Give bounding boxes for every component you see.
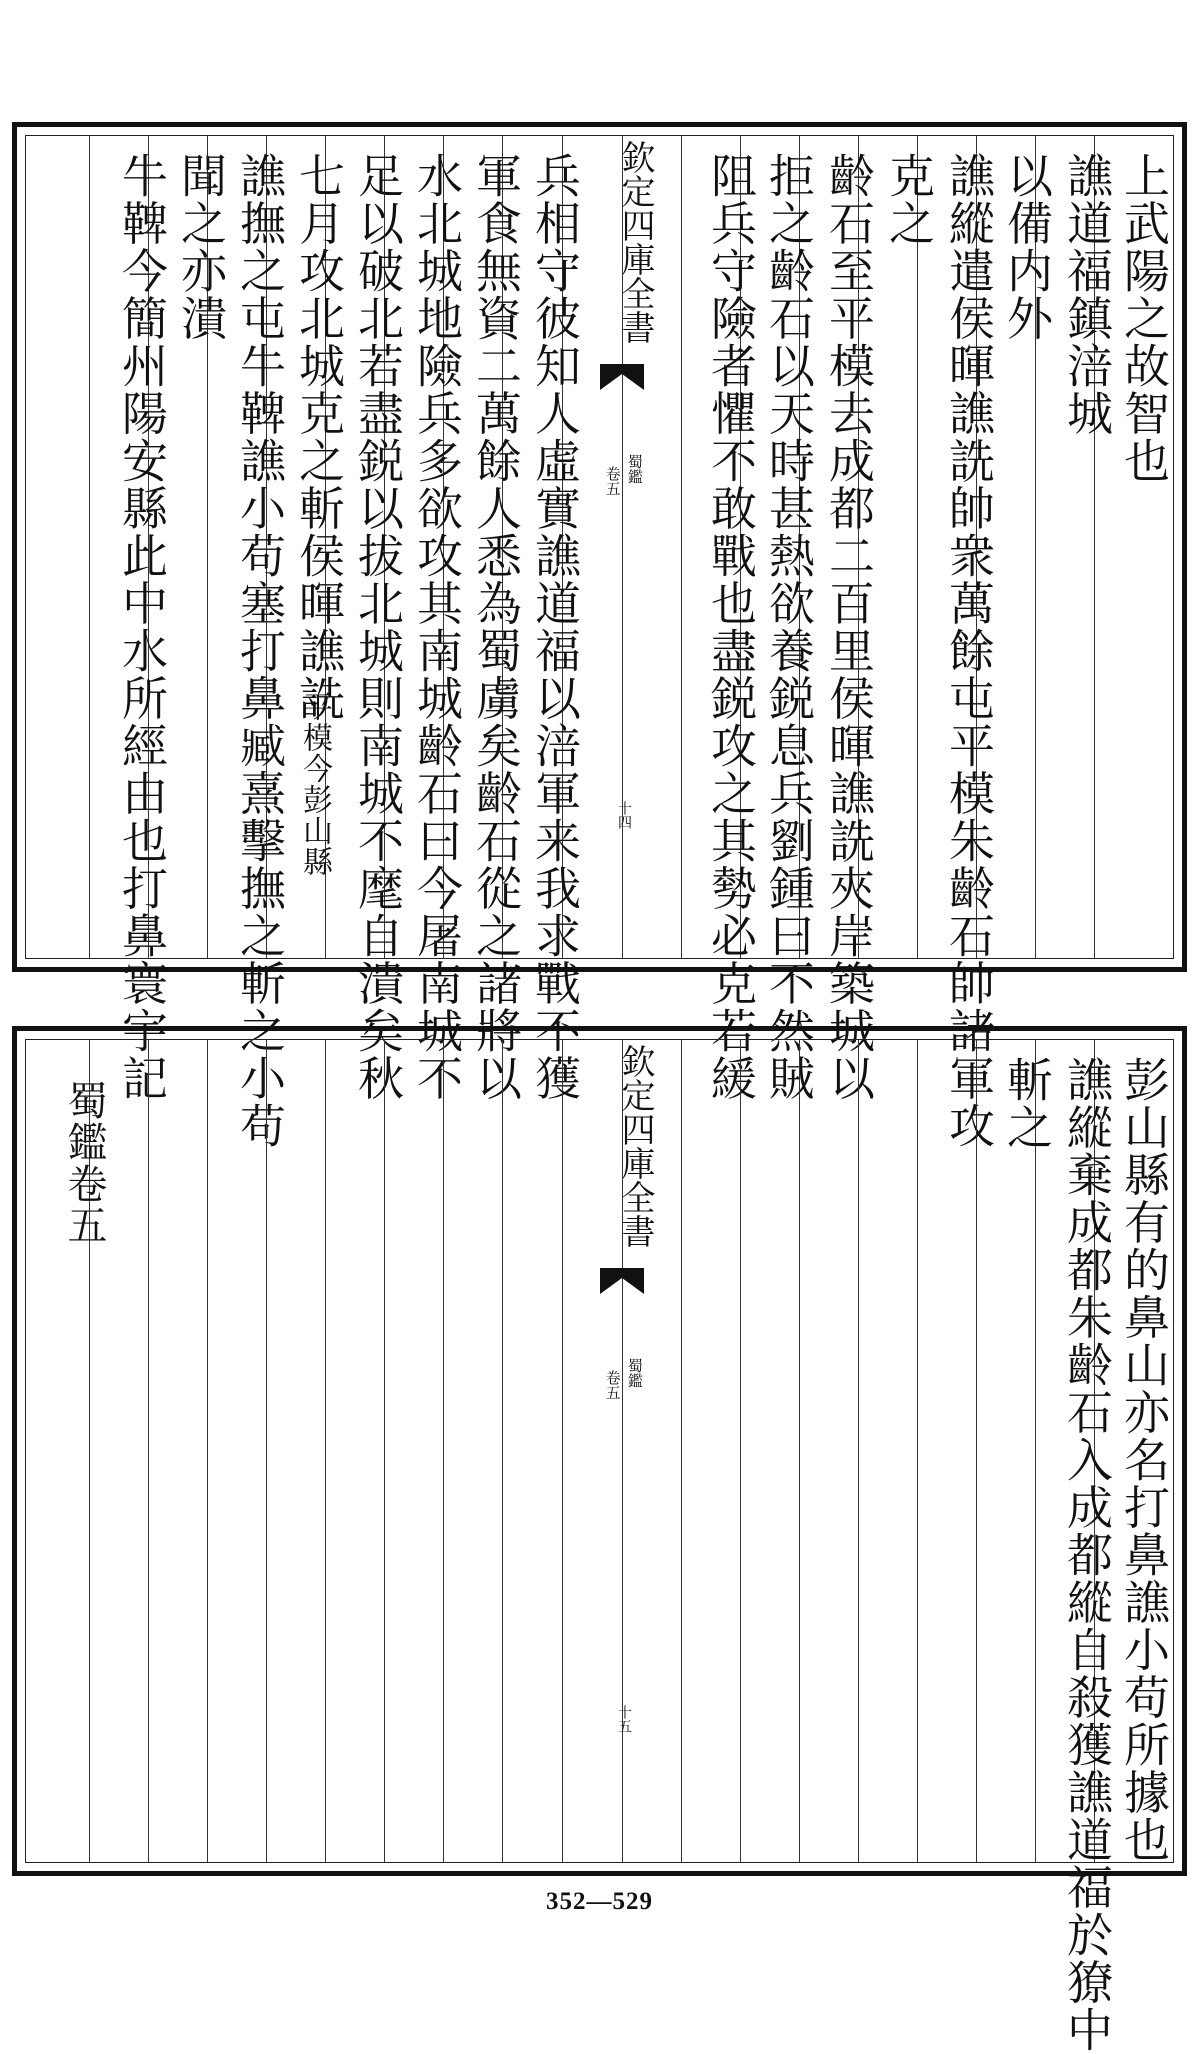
center-subtitle: 蜀鑑 [625,454,644,484]
text-column: 兵相守彼知人虛實譙道福以涪軍来我求戰不獲 [528,152,582,1102]
text-column: 軍食無資二萬餘人悉為蜀虜矣齡石從之諸將以 [469,152,523,1102]
rule-line [681,1040,682,1862]
rule-line [917,136,918,958]
page-number: 352—529 [546,1888,653,1915]
rule-line [681,136,682,958]
rule-line [502,1040,503,1862]
center-strip [592,136,655,958]
rule-line [740,1040,741,1862]
text-column: 七月攻北城克之斬侯暉譙詵 [292,152,346,722]
rule-line [148,1040,149,1862]
center-subtitle: 蜀鑑 [625,1358,644,1388]
center-title: 欽定四庫全書 [615,140,655,344]
rule-line [799,1040,800,1862]
rule-line [1035,1040,1036,1862]
center-leaf-number: 十四 [616,801,632,829]
center-title: 欽定四庫全書 [615,1044,655,1248]
text-column: 水北城地險兵多欲攻其南城齡石曰今屠南城不 [410,152,464,1102]
rule-line [325,1040,326,1862]
text-column: 克之 [882,152,936,247]
top-page-frame [12,122,1187,1150]
center-volume: 卷五 [603,1370,622,1400]
text-column: 譙縱棄成都朱齡石入成都縱自殺獲譙道福於獠中 [1060,1056,1114,2054]
rule-line [266,1040,267,1862]
rule-line [976,1040,977,1862]
center-volume: 卷五 [603,466,622,496]
text-column: 譙道福鎮涪城 [1060,152,1114,437]
text-column: 拒之齡石以天時甚熱欲養鋭息兵劉鍾曰不然賊 [762,152,816,1102]
annotation-note: 平模今彭山縣 [297,691,332,877]
volume-end-label: 蜀鑑卷五 [61,1080,107,1246]
rule-line [384,1040,385,1862]
text-column: 譙縱遣侯暉譙詵帥衆萬餘屯平模朱齡石帥諸軍攻 [942,152,996,1150]
center-leaf-number: 十五 [616,1705,632,1733]
rule-line [917,1040,918,1862]
text-column: 牛鞞今簡州陽安縣此中水所經由也打鼻寰宇記 [115,152,169,1102]
center-strip [592,1040,655,1862]
rule-line [89,136,90,958]
rule-line [443,1040,444,1862]
fish-tail-mark [600,364,644,390]
rule-line [207,1040,208,1862]
text-column: 齡石至平模去成都二百里侯暉譙詵夾岸築城以 [822,152,876,1102]
fish-tail-mark [600,1268,644,1294]
text-column: 斬之 [1000,1056,1054,1151]
rule-line [858,1040,859,1862]
text-column: 足以破北若盡鋭以拔北城則南城不麾自潰矣秋 [351,152,405,1102]
top-page-inner [25,135,1174,1150]
text-column: 彭山縣有的鼻山亦名打鼻譙小苟所據也 [1117,1056,1171,1864]
text-column: 聞之亦潰 [174,152,228,342]
text-column: 上武陽之故智也 [1117,152,1171,485]
text-column: 以備内外 [1000,152,1054,342]
rule-line [562,1040,563,1862]
text-column: 阻兵守險者懼不敢戰也盡鋭攻之其勢必克若緩 [704,152,758,1102]
text-column: 譙撫之屯牛鞞譙小苟塞打鼻臧熹擊撫之斬之小苟 [233,152,287,1150]
